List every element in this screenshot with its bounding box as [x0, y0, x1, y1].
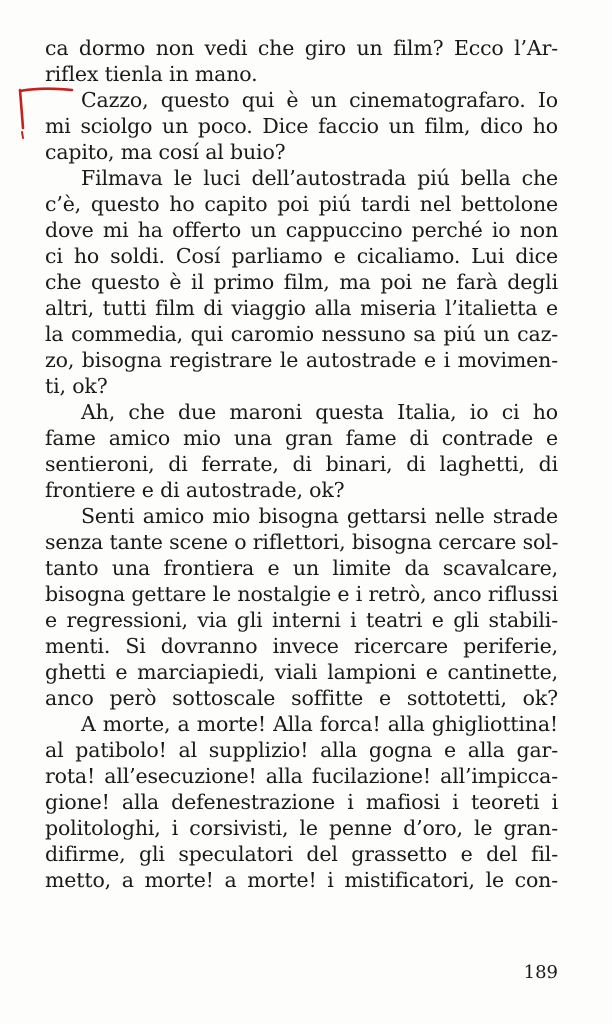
page-number: 189	[523, 962, 558, 983]
text-line: che questo è il primo film, ma poi ne farà degli	[45, 270, 558, 294]
text-line: anco però sottoscale soffitte e sottotetti, ok?	[45, 686, 558, 710]
text-line: Senti amico mio bisogna gettarsi nelle strade	[81, 504, 558, 528]
text-line: difirme, gli speculatori del grassetto e del fil-	[45, 842, 558, 866]
text-line: ghetti e marciapiedi, viali lampioni e cantinette,	[45, 660, 558, 684]
text-line: zo, bisogna registrare le autostrade e i movimen-	[45, 348, 558, 372]
text-line: riflex tienla in mano.	[45, 62, 258, 86]
text-line: rota! all’esecuzione! alla fucilazione! all’impicca-	[45, 764, 558, 788]
text-line: mi sciolgo un poco. Dice faccio un film, dico ho	[45, 114, 558, 138]
text-line: menti. Si dovranno invece ricercare periferie,	[45, 634, 558, 658]
text-line: c’è, questo ho capito poi piú tardi nel bettolone	[45, 192, 558, 216]
text-line: Cazzo, questo qui è un cinematografaro. Io	[81, 88, 558, 112]
text-line: metto, a morte! a morte! i mistificatori, le con-	[45, 868, 558, 892]
text-line: fame amico mio una gran fame di contrade e	[45, 426, 558, 450]
text-line: bisogna gettare le nostalgie e i retrò, anco riflussi	[45, 582, 558, 606]
text-line: e regressioni, via gli interni i teatri e gli stabili-	[45, 608, 558, 632]
text-line: gione! alla defenestrazione i mafiosi i teoreti i	[45, 790, 558, 814]
text-line: al patibolo! al supplizio! alla gogna e alla gar-	[45, 738, 558, 762]
text-line: altri, tutti film di viaggio alla miseria l’italietta e	[45, 296, 558, 320]
text-line: tanto una frontiera e un limite da scavalcare,	[45, 556, 558, 580]
text-line: A morte, a morte! Alla forca! alla ghigliottina!	[81, 712, 558, 736]
text-line: politologhi, i corsivisti, le penne d’oro, le gran-	[45, 816, 558, 840]
text-line: ca dormo non vedi che giro un film? Ecco l’Ar-	[45, 36, 558, 60]
text-line: ti, ok?	[45, 374, 108, 398]
text-line: senza tante scene o riflettori, bisogna cercare sol-	[45, 530, 559, 554]
text-line: dove mi ha offerto un cappuccino perché io non	[45, 218, 558, 242]
text-line: sentieroni, di ferrate, di binari, di laghetti, di	[45, 452, 558, 476]
text-line: frontiere e di autostrade, ok?	[45, 478, 345, 502]
text-line: Ah, che due maroni questa Italia, io ci ho	[81, 400, 558, 424]
text-line: la commedia, qui caromio nessuno sa piú un caz-	[45, 322, 558, 346]
text-line: Filmava le luci dell’autostrada piú bella che	[81, 166, 558, 190]
text-line: ci ho soldi. Cosí parliamo e cicaliamo. Lui dice	[45, 244, 558, 268]
text-line: capito, ma cosí al buio?	[45, 140, 286, 164]
